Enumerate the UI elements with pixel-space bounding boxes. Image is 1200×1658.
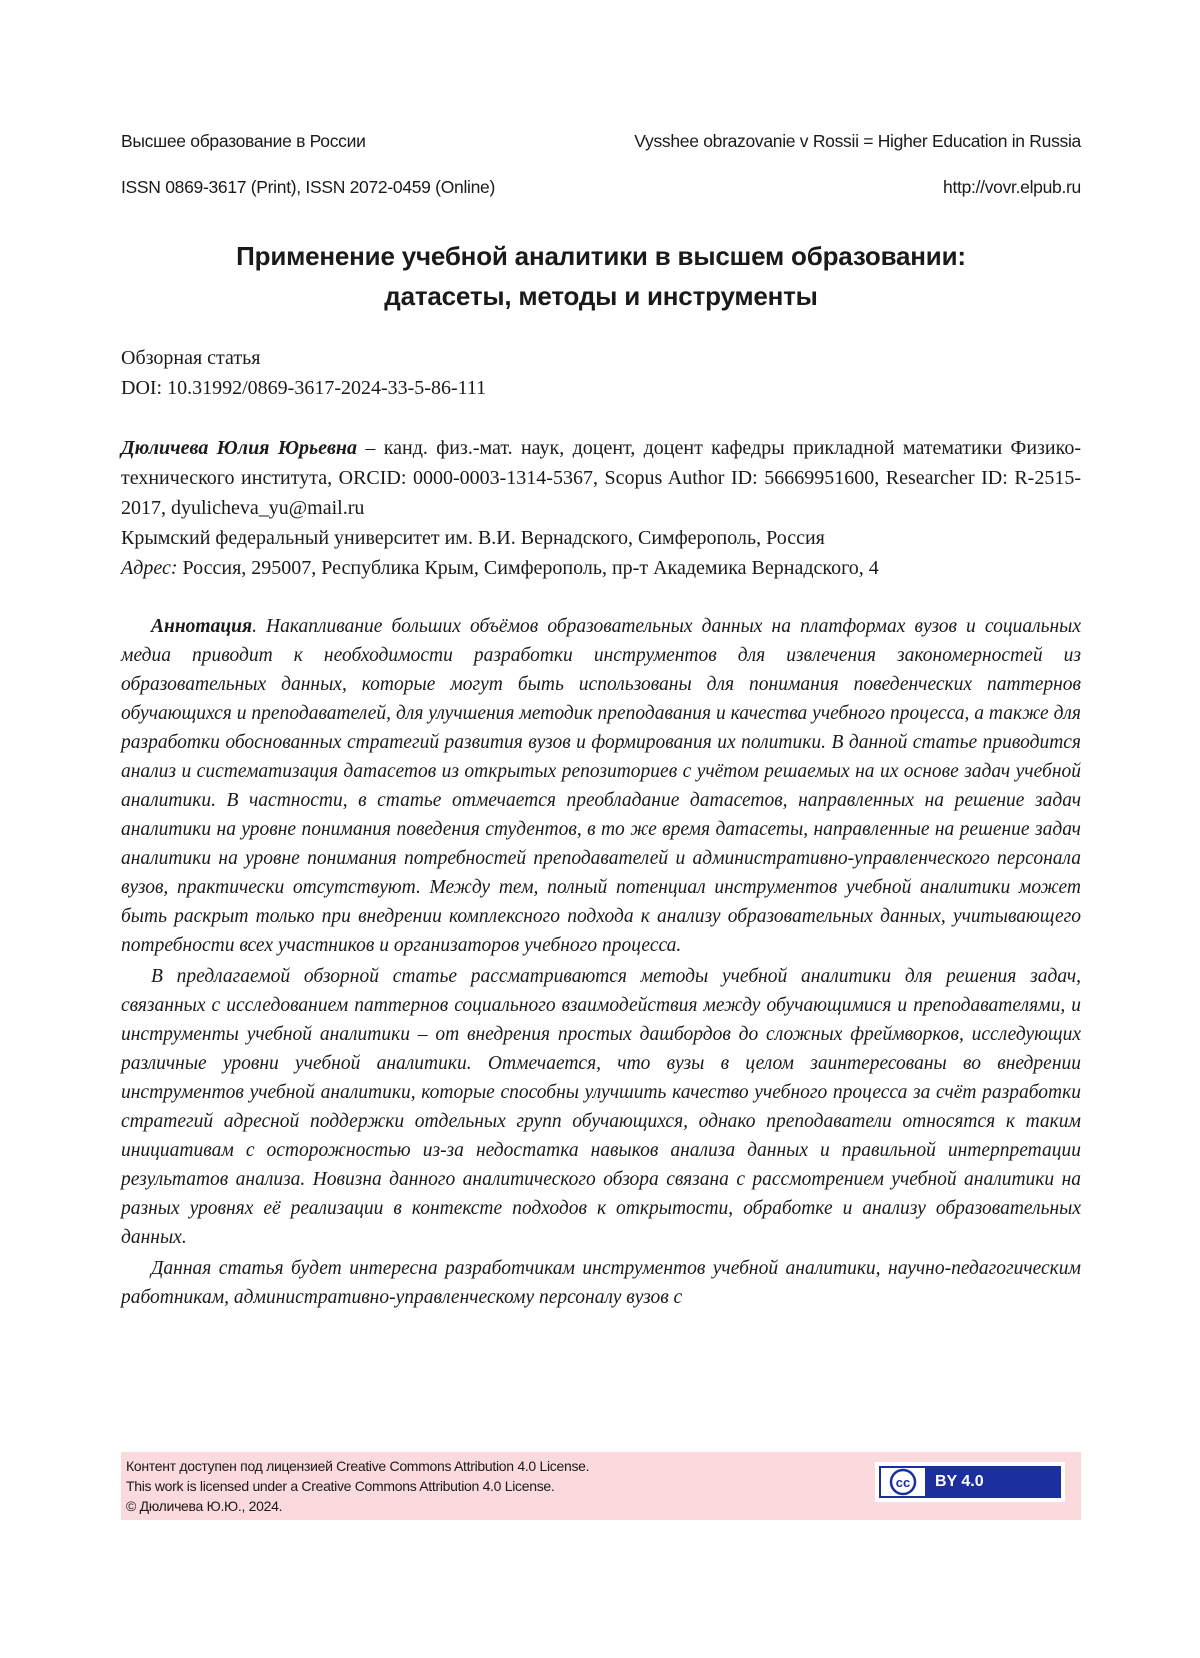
article-title-line2: датасеты, методы и инструменты (384, 281, 818, 311)
author-address (121, 553, 1081, 583)
author-name: Дюличева Юлия Юрьевна (121, 437, 358, 459)
article-type: Обзорная статья (121, 347, 261, 369)
journal-name-en: Vysshee obrazovanie v Rossii = Higher Education in Russia (634, 131, 1081, 151)
journal-url[interactable]: http://vovr.elpub.ru (943, 177, 1081, 197)
license-line-ru: Контент доступен под лицензией Creative Commons Attribution 4.0 License. (126, 1458, 590, 1474)
license-box (121, 1452, 1081, 1520)
abstract-paragraph-2: В предлагаемой обзорной статье рассматриваются методы учебной аналитики для решения задач, связанных с исследованием паттернов социального взаимодействия между обучающимися и преподавателями, и инструменты учебной аналитики – от внедрения простых дашбордов до сложных фреймворков, исследующих различные уровни учебной аналитики. Отмечается, что вузы в целом заинтересованы во внедрении инструментов учебной аналитики, которые способны улучшить качество учебного процесса за счёт разработки стратегий адресной поддержки отдельных групп обучающихся, однако преподаватели относятся к таким инициативам с осторожностью из-за недостатка навыков анализа данных и правильной интерпретации результатов анализа. Новизна данного аналитического обзора связана с рассмотрением учебной аналитики на разных уровнях её реализации в контексте подходов к открытости, обработке и анализу образовательных данных. (121, 966, 1081, 1248)
author-info (121, 433, 1081, 523)
abstract-label: Аннотация (151, 616, 253, 637)
cc-logo-icon (883, 1468, 923, 1496)
cc-badge-frame (879, 1466, 1061, 1498)
author-details: – канд. физ.-мат. наук, доцент, доцент кафедры прикладной математики Физико-технического института, ORCID: 0000-0003-1314-5367, Scopus Author ID: 56669951600, Researcher ID: R-2515-2017, dyulicheva_yu@mail.ru (121, 437, 1081, 519)
issn-text: ISSN 0869-3617 (Print), ISSN 2072-0459 (Online) (121, 177, 496, 197)
address-text: Россия, 295007, Республика Крым, Симферополь, пр-т Академика Вернадского, 4 (177, 557, 879, 579)
article-title-line1: Применение учебной аналитики в высшем образовании: (236, 241, 966, 271)
article-title (121, 236, 1081, 316)
abstract-paragraph-3: Данная статья будет интересна разработчикам инструментов учебной аналитики, научно-педагогическим работникам, административно-управленческому персоналу вузов с (121, 1258, 1081, 1308)
abstract (121, 612, 1081, 1312)
running-header-journal (121, 131, 1081, 155)
doi[interactable]: DOI: 10.31992/0869-3617-2024-33-5-86-111 (121, 377, 487, 399)
author-affiliation: Крымский федеральный университет им. В.И. Вернадского, Симферополь, Россия (121, 527, 825, 549)
journal-name-ru: Высшее образование в России (121, 131, 366, 151)
abstract-paragraph-1 (121, 612, 1081, 960)
abstract-text-1: . Накапливание больших объёмов образовательных данных на платформах вузов и социальных медиа приводит к необходимости разработки инструментов для извлечения закономерностей из образовательных данных, которые могут быть использованы для понимания поведенческих паттернов обучающихся и преподавателей, для улучшения методик преподавания и качества учебного процесса, а также для разработки обоснованных стратегий развития вузов и формирования их политики. В данной статье приводится анализ и систематизация датасетов из открытых репозиториев с учётом решаемых на их основе задач учебной аналитики. В частности, в статье отмечается преобладание датасетов, направленных на решение задач аналитики на уровне понимания поведения студентов, в то же время датасеты, направленные на решение задач аналитики на уровне понимания потребностей преподавателей и административно-управленческого персонала вузов, практически отсутствуют. Между тем, полный потенциал инструментов учебной аналитики может быть раскрыт только при внедрении комплексного подхода к анализу образовательных данных, учитывающего потребности всех участников и организаторов учебного процесса. (121, 616, 1081, 956)
cc-logo-text: cc (895, 1475, 911, 1490)
running-header-issn (121, 177, 1081, 201)
cc-by-badge[interactable] (875, 1462, 1065, 1502)
license-text (126, 1456, 589, 1516)
license-line-en: This work is licensed under a Creative Commons Attribution 4.0 License. (126, 1478, 555, 1494)
copyright-line: © Дюличева Ю.Ю., 2024. (126, 1498, 283, 1514)
author-block (121, 433, 1081, 583)
address-label: Адрес: (121, 557, 178, 579)
cc-by-label: BY 4.0 (925, 1468, 1059, 1496)
